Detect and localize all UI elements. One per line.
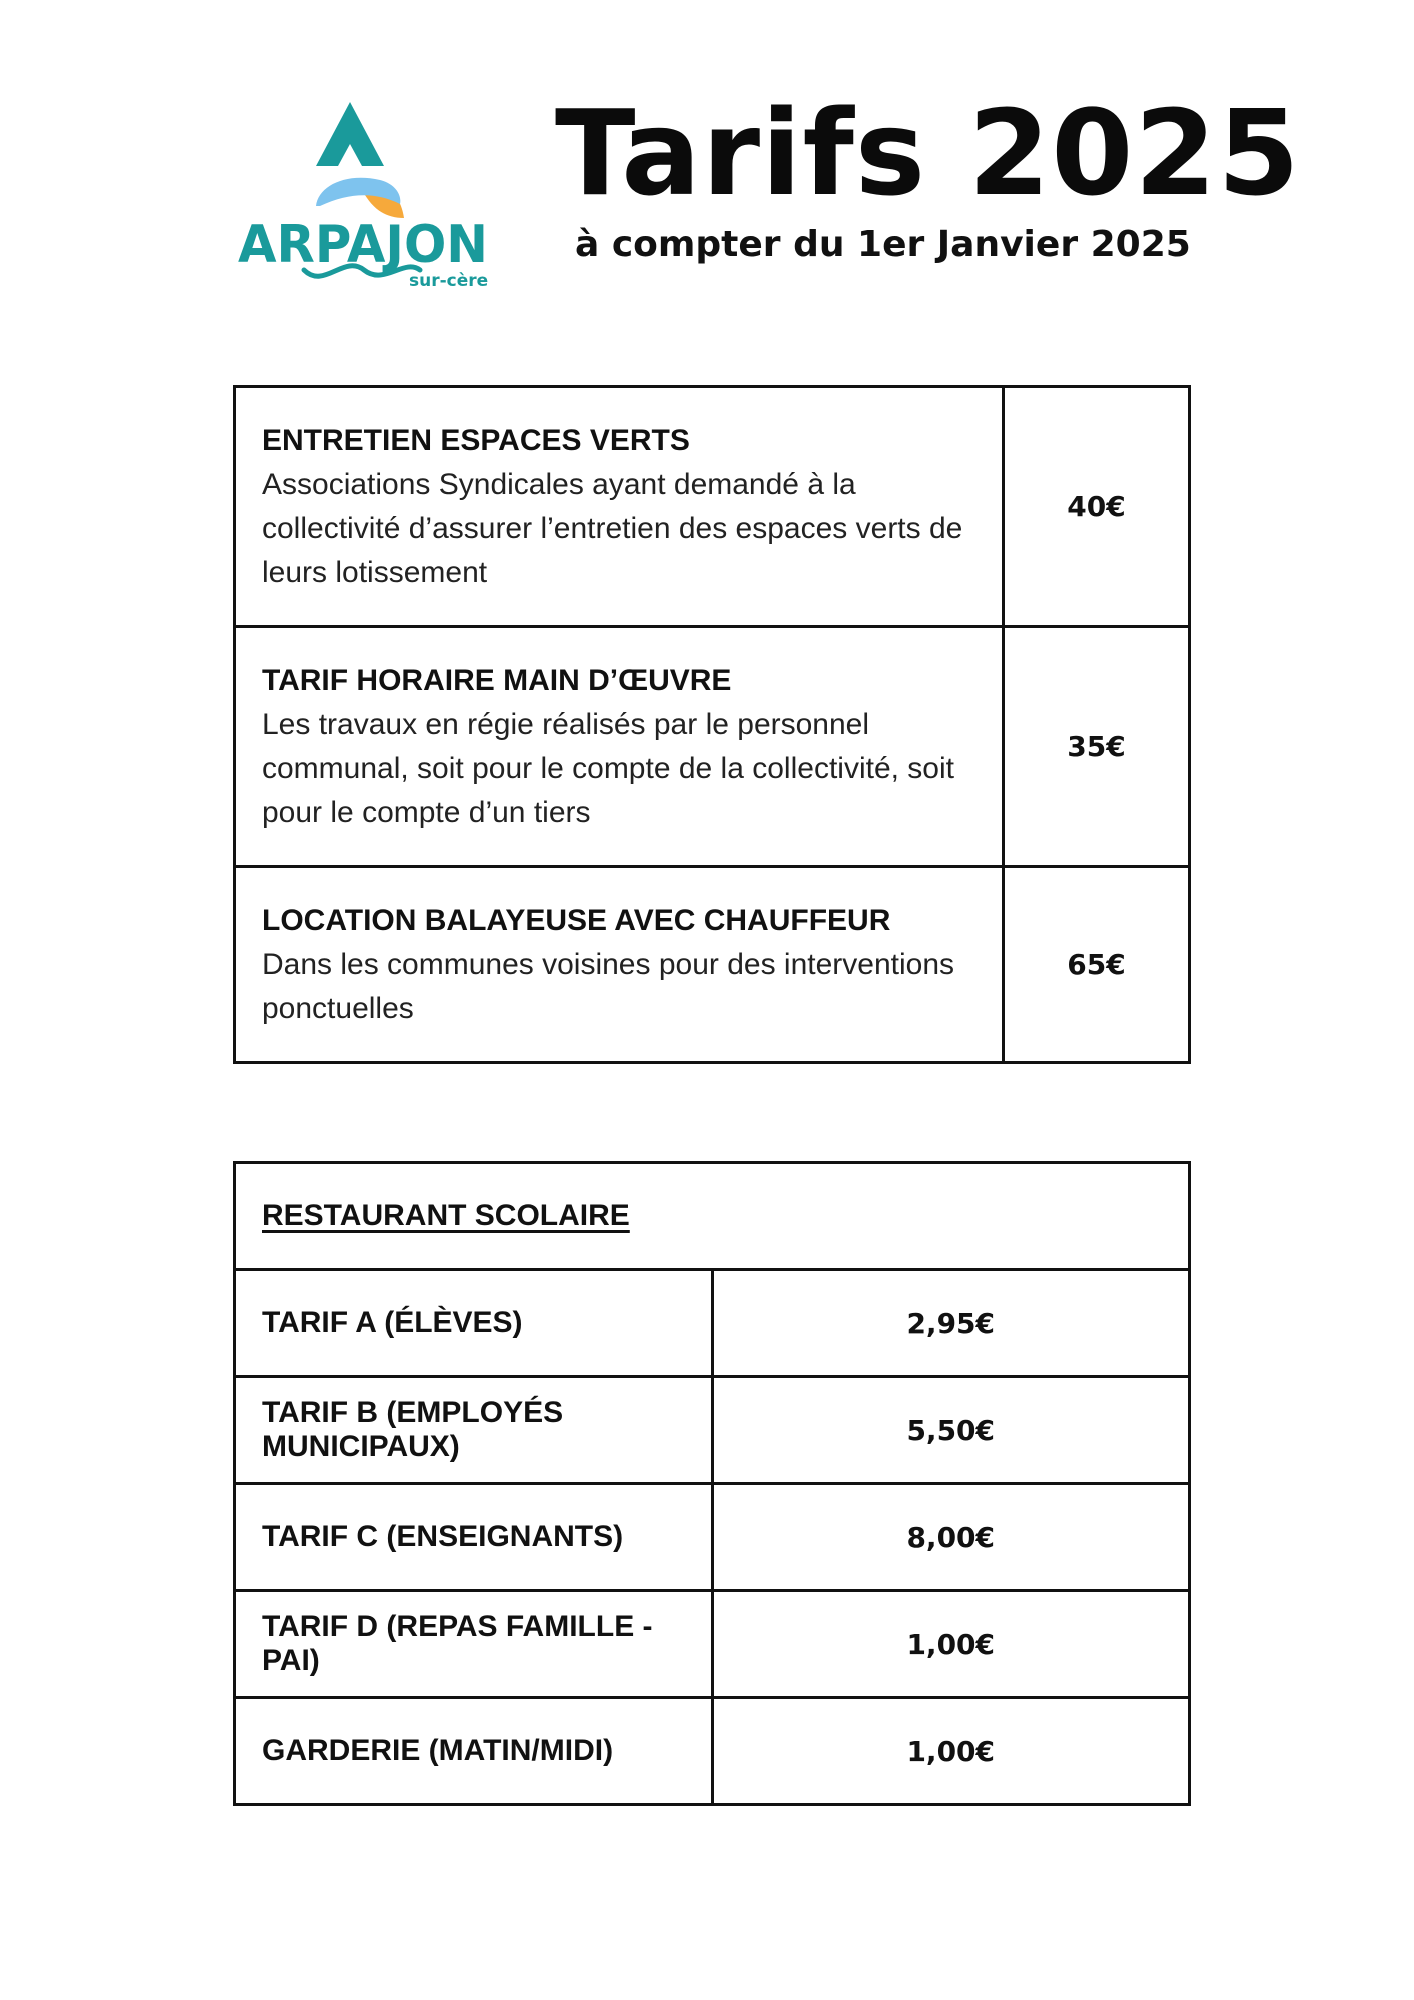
tarif-label: TARIF D (REPAS FAMILLE - PAI) — [262, 1610, 653, 1677]
table-row — [235, 1484, 1190, 1591]
logo-wordmark: ARPAJON — [238, 215, 488, 275]
arpajon-logo — [234, 94, 494, 294]
service-price: 40€ — [1004, 387, 1190, 627]
service-title: ENTRETIEN ESPACES VERTS — [262, 423, 690, 457]
tarif-price: 8,00€ — [712, 1484, 1190, 1591]
service-description-cell — [235, 627, 1004, 867]
section-title-cell — [235, 1163, 1190, 1270]
tarif-price: 2,95€ — [712, 1270, 1190, 1377]
page-subtitle: à compter du 1er Janvier 2025 — [575, 224, 1191, 265]
tarif-label-cell — [235, 1270, 713, 1377]
tarif-label: TARIF B (EMPLOYÉS MUNICIPAUX) — [262, 1396, 564, 1463]
tarif-label-cell — [235, 1484, 713, 1591]
tarif-label-cell — [235, 1591, 713, 1698]
logo-subline: sur-cère — [409, 271, 489, 291]
tarif-label: TARIF A (ÉLÈVES) — [262, 1306, 523, 1339]
table-row — [235, 1591, 1190, 1698]
section-title: RESTAURANT SCOLAIRE — [262, 1199, 630, 1232]
table-row — [235, 627, 1190, 867]
table-row — [235, 867, 1190, 1063]
table-header-row — [235, 1163, 1190, 1270]
table-row — [235, 1698, 1190, 1805]
service-title: LOCATION BALAYEUSE AVEC CHAUFFEUR — [262, 903, 891, 937]
service-description: Dans les communes voisines pour des interventions ponctuelles — [262, 947, 955, 1025]
service-description-cell — [235, 867, 1004, 1063]
table-row — [235, 1270, 1190, 1377]
services-price-table — [233, 385, 1191, 1064]
table-row — [235, 387, 1190, 627]
restaurant-scolaire-table — [233, 1161, 1191, 1806]
service-price: 65€ — [1004, 867, 1190, 1063]
service-description-cell — [235, 387, 1004, 627]
tarif-price: 1,00€ — [712, 1698, 1190, 1805]
service-title: TARIF HORAIRE MAIN D’ŒUVRE — [262, 663, 732, 697]
tarif-label: GARDERIE (MATIN/MIDI) — [262, 1734, 614, 1767]
page-title: Tarifs 2025 — [555, 84, 1301, 222]
service-description: Les travaux en régie réalisés par le personnel communal, soit pour le compte de la collectivité, soit pour le compte d’un tiers — [262, 707, 954, 829]
tarif-label: TARIF C (ENSEIGNANTS) — [262, 1520, 624, 1553]
tarif-label-cell — [235, 1698, 713, 1805]
service-description: Associations Syndicales ayant demandé à la collectivité d’assurer l’entretien des espaces verts de leurs lotissement — [262, 467, 963, 589]
service-price: 35€ — [1004, 627, 1190, 867]
tarif-price: 1,00€ — [712, 1591, 1190, 1698]
table-row — [235, 1377, 1190, 1484]
tarif-label-cell — [235, 1377, 713, 1484]
tarif-price: 5,50€ — [712, 1377, 1190, 1484]
